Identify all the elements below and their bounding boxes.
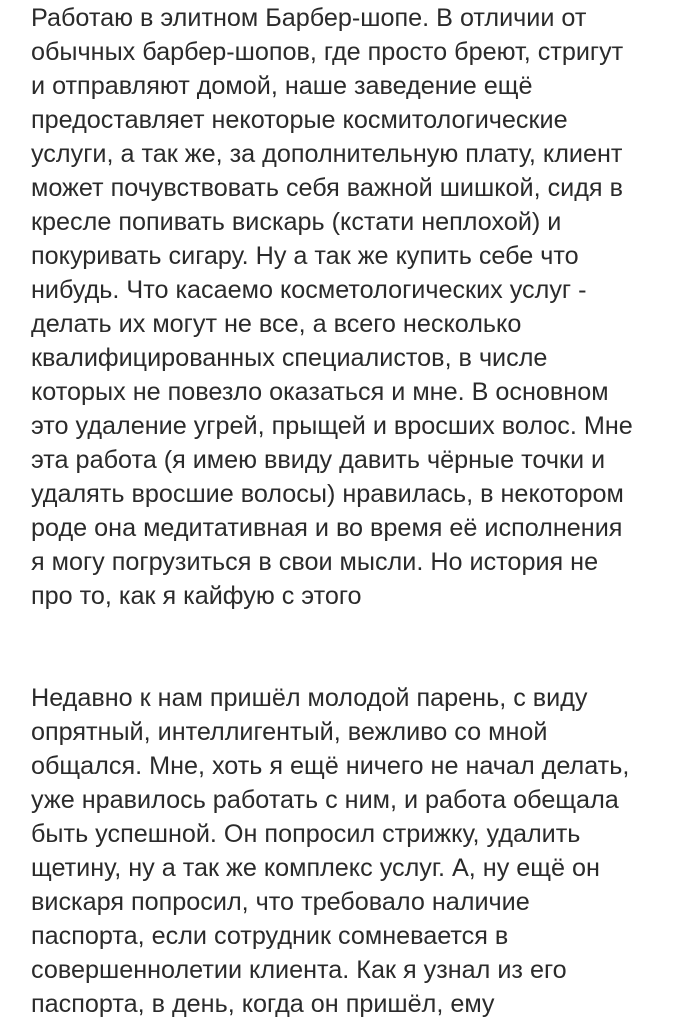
- text-line: нибудь. Что касаемо косметологических услуг -: [31, 276, 587, 304]
- text-line: кресле попивать вискарь (кстати неплохой) и: [31, 208, 562, 236]
- text-line: паспорта, если сотрудник сомневается в: [31, 922, 509, 950]
- text-line: вискаря попросил, что требовало наличие: [31, 888, 530, 916]
- text-line: паспорта, в день, когда он пришёл, ему: [31, 990, 495, 1018]
- text-line: квалифицированных специалистов, в числе: [31, 344, 548, 372]
- text-line: опрятный, интеллигентый, вежливо со мной: [31, 718, 548, 746]
- text-line: покуривать сигару. Ну а так же купить себе что: [31, 242, 579, 270]
- text-line: услуги, а так же, за дополнительную плату, клиент: [31, 140, 623, 168]
- text-line: может почувствовать себя важной шишкой, сидя в: [31, 174, 623, 202]
- text-line: я могу погрузиться в свои мысли. Но история не: [31, 548, 599, 576]
- text-line: совершеннолетии клиента. Как я узнал из его: [31, 956, 567, 984]
- text-line: которых не повезло оказаться и мне. В основном: [31, 378, 609, 406]
- text-line: эта работа (я имею ввиду давить чёрные точки и: [31, 446, 606, 474]
- text-line: делать их могут не все, а всего несколько: [31, 310, 522, 338]
- text-line: щетину, ну а так же комплекс услуг. А, ну ещё он: [31, 854, 600, 882]
- text-line: уже нравилось работать с ним, и работа обещала: [31, 786, 619, 814]
- paragraph-2: [31, 613, 691, 1021]
- post-text: [31, 0, 691, 1021]
- text-line: быть успешной. Он попросил стрижку, удалить: [31, 820, 581, 848]
- text-line: и отправляют домой, наше заведение ещё: [31, 72, 533, 100]
- text-line: про то, как я кайфую с этого: [31, 582, 362, 610]
- text-line: предоставляет некоторые космитологические: [31, 106, 568, 134]
- text-line: общался. Мне, хоть я ещё ничего не начал делать,: [31, 752, 630, 780]
- text-line: Недавно к нам пришёл молодой парень, с виду: [31, 684, 588, 712]
- text-line: Работаю в элитном Барбер-шопе. В отличии от: [31, 4, 587, 32]
- text-line: удалять вросшие волосы) нравилась, в некотором: [31, 480, 624, 508]
- text-line: это удаление угрей, прыщей и вросших волос. Мне: [31, 412, 633, 440]
- text-line: обычных барбер-шопов, где просто бреют, стригут: [31, 38, 624, 66]
- paragraph-1: [31, 0, 691, 613]
- text-line: роде она медитативная и во время её исполнения: [31, 514, 623, 542]
